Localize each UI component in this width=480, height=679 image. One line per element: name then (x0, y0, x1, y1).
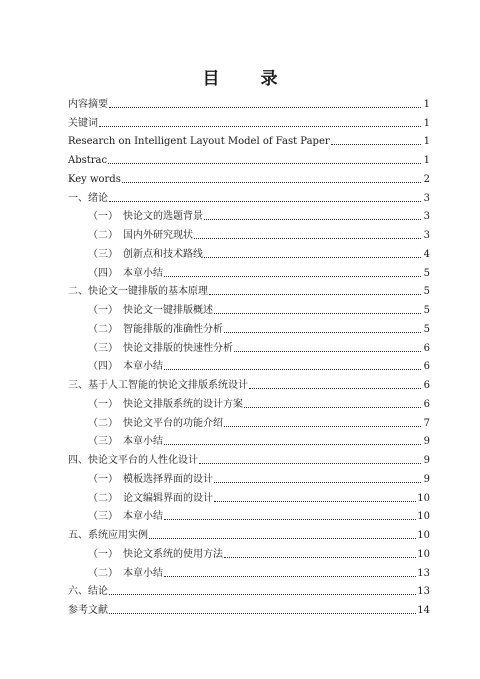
toc-entry-label: 四、快论文平台的人性化设计 (68, 455, 198, 466)
toc-entry-label: （三） 创新点和技术路线 (88, 248, 203, 260)
dot-leader (234, 351, 421, 352)
toc-entry-label: （二） 本章小结 (88, 567, 163, 579)
toc-entry-page: 10 (417, 492, 430, 504)
dot-leader (109, 613, 416, 614)
toc-entry-label: （三） 本章小结 (88, 436, 163, 448)
toc-entry-page: 3 (423, 230, 430, 241)
toc-entry[interactable] (68, 186, 430, 205)
toc-entry-page: 3 (423, 211, 430, 223)
toc-entry-label: （三） 快论文排版的快速性分析 (88, 342, 233, 354)
toc-entry[interactable] (68, 523, 430, 542)
toc-subentry[interactable] (68, 205, 430, 224)
toc-entry-label: （一） 快论文的选题背景 (88, 211, 203, 223)
toc-subentry[interactable] (68, 242, 430, 261)
dot-leader (164, 576, 416, 577)
toc-entry-page: 4 (423, 248, 430, 260)
toc-entry-label: Abstrac (68, 155, 108, 166)
dot-leader (199, 463, 421, 464)
dot-leader (164, 519, 416, 520)
toc-entry[interactable] (68, 448, 430, 467)
toc-subentry[interactable] (68, 261, 430, 280)
dot-leader (224, 557, 416, 558)
toc-entry-page: 1 (423, 136, 430, 148)
toc-entry-label: 五、系统应用实例 (68, 530, 148, 541)
toc-entry-page: 13 (417, 586, 430, 598)
toc-entry-page: 5 (423, 286, 430, 298)
toc-entry-page: 9 (423, 455, 430, 466)
dot-leader (249, 388, 421, 389)
toc-subentry[interactable] (68, 223, 430, 242)
toc-entry-page: 5 (423, 323, 430, 335)
toc-subentry[interactable] (68, 430, 430, 449)
toc-subentry[interactable] (68, 411, 430, 430)
toc-entry-label: （四） 本章小结 (88, 267, 163, 279)
toc-entry-label: （四） 本章小结 (88, 361, 163, 373)
toc-entry-page: 10 (417, 548, 430, 560)
dot-leader (204, 219, 421, 220)
toc-subentry[interactable] (68, 392, 430, 411)
toc-entry[interactable] (68, 92, 430, 111)
dot-leader (194, 238, 421, 239)
toc-entry-label: （一） 快论文排版系统的设计方案 (88, 398, 243, 410)
toc-entry-label: （三） 本章小结 (88, 511, 163, 523)
toc-entry-page: 5 (423, 305, 430, 316)
dot-leader (224, 332, 421, 333)
toc-entry-label: （一） 模板选择界面的设计 (88, 473, 213, 485)
toc-subentry[interactable] (68, 486, 430, 505)
toc-entry[interactable] (68, 373, 430, 392)
toc-entry-label: Key words (68, 173, 121, 185)
toc-subentry[interactable] (68, 355, 430, 374)
toc-entry-page: 2 (423, 173, 430, 185)
toc-entry-page: 1 (423, 98, 430, 110)
toc-entry-page: 5 (423, 267, 430, 279)
toc-entry-page: 14 (417, 605, 430, 616)
toc-entry-page: 7 (423, 417, 430, 429)
toc-title: 目 录 (202, 69, 290, 89)
toc-list (68, 92, 430, 617)
dot-leader (99, 126, 421, 127)
toc-entry-page: 9 (423, 436, 430, 448)
dot-leader (109, 594, 416, 595)
toc-entry-page: 3 (423, 192, 430, 204)
toc-entry-page: 1 (423, 155, 430, 166)
toc-entry[interactable] (68, 280, 430, 299)
dot-leader (108, 163, 421, 164)
toc-entry-page: 6 (423, 342, 430, 354)
toc-entry[interactable] (68, 598, 430, 617)
toc-entry[interactable] (68, 167, 430, 186)
dot-leader (149, 538, 416, 539)
toc-subentry[interactable] (68, 542, 430, 561)
dot-leader (244, 407, 421, 408)
toc-entry-page: 9 (423, 473, 430, 485)
toc-entry-label: （一） 快论文一键排版概述 (88, 305, 213, 316)
toc-entry-label: 三、基于人工智能的快论文排版系统设计 (68, 380, 248, 391)
toc-entry-label: （二） 国内外研究现状 (88, 230, 193, 241)
toc-entry-label: Research on Intelligent Layout Model of Fast Paper (68, 136, 330, 148)
toc-entry-page: 6 (423, 398, 430, 410)
dot-leader (164, 369, 421, 370)
toc-subentry[interactable] (68, 298, 430, 317)
dot-leader (214, 313, 421, 314)
toc-entry-page: 13 (417, 567, 430, 579)
dot-leader (204, 257, 421, 258)
toc-entry[interactable] (68, 580, 430, 599)
toc-entry-page: 6 (423, 361, 430, 373)
dot-leader (164, 276, 421, 277)
toc-entry-page: 10 (417, 511, 430, 523)
toc-entry-label: 关键词 (68, 117, 98, 129)
toc-entry-page: 10 (417, 530, 430, 541)
toc-subentry[interactable] (68, 467, 430, 486)
dot-leader (109, 107, 421, 108)
toc-subentry[interactable] (68, 505, 430, 524)
toc-entry-label: （二） 快论文平台的功能介绍 (88, 417, 223, 429)
toc-entry[interactable] (68, 111, 430, 130)
toc-subentry[interactable] (68, 336, 430, 355)
toc-subentry[interactable] (68, 561, 430, 580)
dot-leader (164, 444, 421, 445)
toc-subentry[interactable] (68, 317, 430, 336)
dot-leader (224, 426, 421, 427)
toc-entry-label: （二） 论文编辑界面的设计 (88, 492, 213, 504)
dot-leader (122, 182, 421, 183)
toc-entry-label: 六、结论 (68, 586, 108, 598)
toc-entry-page: 6 (423, 380, 430, 391)
dot-leader (214, 501, 416, 502)
toc-entry-label: 参考文献 (68, 605, 108, 616)
toc-entry-label: （一） 快论文系统的使用方法 (88, 548, 223, 560)
toc-entry-label: 二、快论文一键排版的基本原理 (68, 286, 208, 298)
toc-entry[interactable] (68, 130, 430, 149)
dot-leader (209, 294, 421, 295)
dot-leader (214, 482, 421, 483)
toc-entry[interactable] (68, 148, 430, 167)
dot-leader (109, 201, 421, 202)
toc-entry-label: 内容摘要 (68, 98, 108, 110)
toc-entry-page: 1 (423, 117, 430, 129)
toc-entry-label: （二） 智能排版的准确性分析 (88, 323, 223, 335)
dot-leader (331, 144, 421, 145)
toc-entry-label: 一、绪论 (68, 192, 108, 204)
